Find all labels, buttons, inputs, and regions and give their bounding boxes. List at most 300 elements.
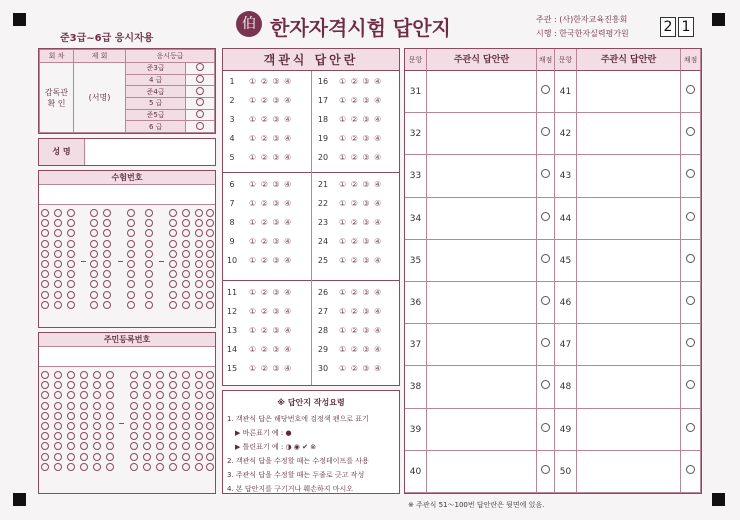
digit-bubble[interactable]: [67, 442, 75, 450]
answer-options[interactable]: ① ② ③ ④: [339, 77, 383, 86]
digit-bubble[interactable]: [127, 209, 135, 217]
resident-number-entry-row[interactable]: [39, 347, 215, 367]
digit-bubble[interactable]: [41, 219, 49, 227]
digit-bubble[interactable]: [195, 209, 203, 217]
digit-bubble[interactable]: [195, 442, 203, 450]
digit-bubble[interactable]: [54, 442, 62, 450]
digit-bubble[interactable]: [80, 442, 88, 450]
digit-bubble[interactable]: [130, 432, 138, 440]
digit-bubble[interactable]: [80, 412, 88, 420]
digit-bubble[interactable]: [130, 381, 138, 389]
digit-bubble[interactable]: [127, 229, 135, 237]
digit-bubble[interactable]: [41, 463, 49, 471]
digit-bubble[interactable]: [106, 412, 114, 420]
digit-bubble[interactable]: [41, 422, 49, 430]
digit-bubble[interactable]: [67, 412, 75, 420]
digit-bubble[interactable]: [41, 280, 49, 288]
digit-bubble[interactable]: [169, 250, 177, 258]
digit-bubble[interactable]: [182, 270, 190, 278]
digit-bubble[interactable]: [182, 463, 190, 471]
digit-bubble[interactable]: [169, 229, 177, 237]
grading-bubble[interactable]: [537, 282, 555, 324]
digit-bubble[interactable]: [195, 371, 203, 379]
grade-bubble[interactable]: [186, 86, 215, 98]
digit-bubble[interactable]: [130, 463, 138, 471]
digit-bubble[interactable]: [195, 463, 203, 471]
digit-bubble[interactable]: [195, 270, 203, 278]
digit-bubble[interactable]: [206, 371, 214, 379]
answer-options[interactable]: ① ② ③ ④: [339, 115, 383, 124]
digit-bubble[interactable]: [67, 280, 75, 288]
digit-bubble[interactable]: [143, 371, 151, 379]
grade-bubble[interactable]: [186, 74, 215, 86]
digit-bubble[interactable]: [130, 422, 138, 430]
answer-options[interactable]: ① ② ③ ④: [249, 307, 293, 316]
grading-bubble[interactable]: [681, 409, 701, 451]
digit-bubble[interactable]: [206, 432, 214, 440]
digit-bubble[interactable]: [182, 432, 190, 440]
digit-bubble[interactable]: [54, 422, 62, 430]
digit-bubble[interactable]: [169, 463, 177, 471]
digit-bubble[interactable]: [145, 270, 153, 278]
subjective-answer-field[interactable]: [577, 155, 681, 197]
digit-bubble[interactable]: [156, 422, 164, 430]
digit-bubble[interactable]: [41, 260, 49, 268]
digit-bubble[interactable]: [93, 422, 101, 430]
digit-bubble[interactable]: [206, 219, 214, 227]
digit-bubble[interactable]: [106, 371, 114, 379]
digit-bubble[interactable]: [169, 442, 177, 450]
answer-options[interactable]: ① ② ③ ④: [249, 77, 293, 86]
digit-bubble[interactable]: [182, 209, 190, 217]
subjective-answer-field[interactable]: [427, 240, 537, 282]
grading-bubble[interactable]: [537, 71, 555, 113]
digit-bubble[interactable]: [206, 381, 214, 389]
digit-bubble[interactable]: [90, 260, 98, 268]
subjective-answer-field[interactable]: [427, 409, 537, 451]
digit-bubble[interactable]: [195, 301, 203, 309]
digit-bubble[interactable]: [169, 219, 177, 227]
digit-bubble[interactable]: [41, 453, 49, 461]
digit-bubble[interactable]: [182, 402, 190, 410]
digit-bubble[interactable]: [54, 463, 62, 471]
digit-bubble[interactable]: [41, 240, 49, 248]
digit-bubble[interactable]: [54, 260, 62, 268]
digit-bubble[interactable]: [54, 270, 62, 278]
digit-bubble[interactable]: [54, 219, 62, 227]
grading-bubble[interactable]: [537, 155, 555, 197]
digit-bubble[interactable]: [143, 402, 151, 410]
digit-bubble[interactable]: [106, 432, 114, 440]
digit-bubble[interactable]: [169, 280, 177, 288]
digit-bubble[interactable]: [67, 381, 75, 389]
digit-bubble[interactable]: [195, 381, 203, 389]
digit-bubble[interactable]: [156, 453, 164, 461]
digit-bubble[interactable]: [195, 432, 203, 440]
answer-options[interactable]: ① ② ③ ④: [249, 364, 293, 373]
answer-options[interactable]: ① ② ③ ④: [339, 326, 383, 335]
digit-bubble[interactable]: [67, 240, 75, 248]
grading-bubble[interactable]: [537, 198, 555, 240]
grading-bubble[interactable]: [537, 113, 555, 155]
grading-bubble[interactable]: [537, 240, 555, 282]
grading-bubble[interactable]: [537, 366, 555, 408]
digit-bubble[interactable]: [127, 250, 135, 258]
digit-bubble[interactable]: [195, 412, 203, 420]
answer-options[interactable]: ① ② ③ ④: [249, 218, 293, 227]
digit-bubble[interactable]: [103, 260, 111, 268]
grading-bubble[interactable]: [681, 240, 701, 282]
digit-bubble[interactable]: [195, 291, 203, 299]
subjective-answer-field[interactable]: [577, 71, 681, 113]
digit-bubble[interactable]: [67, 453, 75, 461]
answer-options[interactable]: ① ② ③ ④: [249, 345, 293, 354]
digit-bubble[interactable]: [54, 250, 62, 258]
subjective-answer-field[interactable]: [427, 451, 537, 493]
digit-bubble[interactable]: [156, 381, 164, 389]
digit-bubble[interactable]: [90, 280, 98, 288]
digit-bubble[interactable]: [67, 402, 75, 410]
digit-bubble[interactable]: [41, 412, 49, 420]
digit-bubble[interactable]: [143, 442, 151, 450]
digit-bubble[interactable]: [41, 270, 49, 278]
answer-options[interactable]: ① ② ③ ④: [249, 153, 293, 162]
digit-bubble[interactable]: [41, 402, 49, 410]
digit-bubble[interactable]: [206, 209, 214, 217]
digit-bubble[interactable]: [145, 260, 153, 268]
digit-bubble[interactable]: [103, 291, 111, 299]
subjective-answer-field[interactable]: [577, 198, 681, 240]
grading-bubble[interactable]: [537, 324, 555, 366]
digit-bubble[interactable]: [41, 371, 49, 379]
answer-options[interactable]: ① ② ③ ④: [339, 96, 383, 105]
digit-bubble[interactable]: [93, 412, 101, 420]
grade-bubble[interactable]: [186, 109, 215, 121]
digit-bubble[interactable]: [80, 371, 88, 379]
digit-bubble[interactable]: [54, 453, 62, 461]
digit-bubble[interactable]: [145, 209, 153, 217]
digit-bubble[interactable]: [182, 240, 190, 248]
digit-bubble[interactable]: [195, 391, 203, 399]
digit-bubble[interactable]: [143, 453, 151, 461]
answer-options[interactable]: ① ② ③ ④: [339, 256, 383, 265]
digit-bubble[interactable]: [106, 391, 114, 399]
digit-bubble[interactable]: [127, 270, 135, 278]
digit-bubble[interactable]: [127, 240, 135, 248]
digit-bubble[interactable]: [41, 291, 49, 299]
digit-bubble[interactable]: [145, 301, 153, 309]
digit-bubble[interactable]: [127, 301, 135, 309]
digit-bubble[interactable]: [145, 240, 153, 248]
digit-bubble[interactable]: [127, 260, 135, 268]
digit-bubble[interactable]: [106, 381, 114, 389]
digit-bubble[interactable]: [130, 453, 138, 461]
digit-bubble[interactable]: [206, 250, 214, 258]
digit-bubble[interactable]: [93, 391, 101, 399]
digit-bubble[interactable]: [169, 412, 177, 420]
digit-bubble[interactable]: [145, 291, 153, 299]
digit-bubble[interactable]: [93, 402, 101, 410]
digit-bubble[interactable]: [93, 371, 101, 379]
digit-bubble[interactable]: [103, 250, 111, 258]
subjective-answer-field[interactable]: [577, 324, 681, 366]
digit-bubble[interactable]: [182, 260, 190, 268]
digit-bubble[interactable]: [90, 209, 98, 217]
digit-bubble[interactable]: [182, 412, 190, 420]
digit-bubble[interactable]: [80, 391, 88, 399]
digit-bubble[interactable]: [195, 250, 203, 258]
digit-bubble[interactable]: [41, 209, 49, 217]
digit-bubble[interactable]: [103, 280, 111, 288]
digit-bubble[interactable]: [90, 229, 98, 237]
answer-options[interactable]: ① ② ③ ④: [339, 237, 383, 246]
digit-bubble[interactable]: [206, 412, 214, 420]
digit-bubble[interactable]: [41, 391, 49, 399]
digit-bubble[interactable]: [54, 391, 62, 399]
digit-bubble[interactable]: [106, 453, 114, 461]
digit-bubble[interactable]: [143, 422, 151, 430]
digit-bubble[interactable]: [169, 291, 177, 299]
digit-bubble[interactable]: [169, 301, 177, 309]
digit-bubble[interactable]: [206, 229, 214, 237]
digit-bubble[interactable]: [156, 442, 164, 450]
answer-options[interactable]: ① ② ③ ④: [339, 345, 383, 354]
subjective-answer-field[interactable]: [577, 366, 681, 408]
digit-bubble[interactable]: [130, 371, 138, 379]
digit-bubble[interactable]: [90, 291, 98, 299]
subjective-answer-field[interactable]: [577, 282, 681, 324]
digit-bubble[interactable]: [90, 270, 98, 278]
digit-bubble[interactable]: [67, 371, 75, 379]
digit-bubble[interactable]: [67, 209, 75, 217]
subjective-answer-field[interactable]: [577, 113, 681, 155]
grade-bubble[interactable]: [186, 97, 215, 109]
digit-bubble[interactable]: [106, 442, 114, 450]
digit-bubble[interactable]: [80, 402, 88, 410]
digit-bubble[interactable]: [206, 391, 214, 399]
answer-options[interactable]: ① ② ③ ④: [249, 134, 293, 143]
digit-bubble[interactable]: [127, 291, 135, 299]
digit-bubble[interactable]: [156, 432, 164, 440]
digit-bubble[interactable]: [106, 463, 114, 471]
digit-bubble[interactable]: [169, 402, 177, 410]
digit-bubble[interactable]: [182, 229, 190, 237]
answer-options[interactable]: ① ② ③ ④: [339, 199, 383, 208]
digit-bubble[interactable]: [67, 422, 75, 430]
digit-bubble[interactable]: [130, 442, 138, 450]
digit-bubble[interactable]: [41, 250, 49, 258]
digit-bubble[interactable]: [143, 381, 151, 389]
grade-bubble[interactable]: [186, 63, 215, 75]
digit-bubble[interactable]: [130, 412, 138, 420]
answer-options[interactable]: ① ② ③ ④: [249, 288, 293, 297]
digit-bubble[interactable]: [169, 371, 177, 379]
digit-bubble[interactable]: [103, 219, 111, 227]
digit-bubble[interactable]: [206, 422, 214, 430]
digit-bubble[interactable]: [67, 291, 75, 299]
grading-bubble[interactable]: [681, 71, 701, 113]
digit-bubble[interactable]: [54, 412, 62, 420]
digit-bubble[interactable]: [41, 442, 49, 450]
subjective-answer-field[interactable]: [427, 366, 537, 408]
digit-bubble[interactable]: [54, 301, 62, 309]
digit-bubble[interactable]: [90, 250, 98, 258]
digit-bubble[interactable]: [41, 301, 49, 309]
digit-bubble[interactable]: [182, 219, 190, 227]
digit-bubble[interactable]: [93, 381, 101, 389]
digit-bubble[interactable]: [106, 422, 114, 430]
answer-options[interactable]: ① ② ③ ④: [249, 180, 293, 189]
digit-bubble[interactable]: [182, 391, 190, 399]
digit-bubble[interactable]: [182, 422, 190, 430]
digit-bubble[interactable]: [206, 402, 214, 410]
digit-bubble[interactable]: [103, 301, 111, 309]
subjective-answer-field[interactable]: [427, 198, 537, 240]
digit-bubble[interactable]: [67, 391, 75, 399]
digit-bubble[interactable]: [195, 240, 203, 248]
digit-bubble[interactable]: [41, 432, 49, 440]
answer-options[interactable]: ① ② ③ ④: [249, 326, 293, 335]
digit-bubble[interactable]: [169, 422, 177, 430]
digit-bubble[interactable]: [127, 280, 135, 288]
digit-bubble[interactable]: [54, 209, 62, 217]
digit-bubble[interactable]: [195, 453, 203, 461]
digit-bubble[interactable]: [206, 270, 214, 278]
digit-bubble[interactable]: [127, 219, 135, 227]
digit-bubble[interactable]: [169, 432, 177, 440]
digit-bubble[interactable]: [206, 453, 214, 461]
grading-bubble[interactable]: [537, 409, 555, 451]
answer-options[interactable]: ① ② ③ ④: [339, 134, 383, 143]
answer-options[interactable]: ① ② ③ ④: [339, 153, 383, 162]
grade-bubble[interactable]: [186, 121, 215, 133]
answer-options[interactable]: ① ② ③ ④: [339, 364, 383, 373]
subjective-answer-field[interactable]: [577, 409, 681, 451]
answer-options[interactable]: ① ② ③ ④: [339, 288, 383, 297]
digit-bubble[interactable]: [156, 391, 164, 399]
digit-bubble[interactable]: [156, 463, 164, 471]
digit-bubble[interactable]: [54, 402, 62, 410]
digit-bubble[interactable]: [156, 402, 164, 410]
digit-bubble[interactable]: [80, 432, 88, 440]
digit-bubble[interactable]: [67, 229, 75, 237]
digit-bubble[interactable]: [206, 301, 214, 309]
subjective-answer-field[interactable]: [427, 324, 537, 366]
grading-bubble[interactable]: [681, 324, 701, 366]
digit-bubble[interactable]: [67, 301, 75, 309]
answer-options[interactable]: ① ② ③ ④: [249, 237, 293, 246]
digit-bubble[interactable]: [182, 381, 190, 389]
answer-options[interactable]: ① ② ③ ④: [249, 199, 293, 208]
digit-bubble[interactable]: [80, 463, 88, 471]
answer-options[interactable]: ① ② ③ ④: [339, 180, 383, 189]
digit-bubble[interactable]: [41, 229, 49, 237]
digit-bubble[interactable]: [54, 229, 62, 237]
digit-bubble[interactable]: [130, 391, 138, 399]
digit-bubble[interactable]: [182, 250, 190, 258]
digit-bubble[interactable]: [182, 371, 190, 379]
digit-bubble[interactable]: [206, 240, 214, 248]
digit-bubble[interactable]: [182, 442, 190, 450]
digit-bubble[interactable]: [54, 240, 62, 248]
digit-bubble[interactable]: [67, 432, 75, 440]
exam-number-entry-row[interactable]: [39, 185, 215, 205]
digit-bubble[interactable]: [54, 371, 62, 379]
digit-bubble[interactable]: [103, 209, 111, 217]
digit-bubble[interactable]: [103, 270, 111, 278]
digit-bubble[interactable]: [145, 280, 153, 288]
grading-bubble[interactable]: [681, 366, 701, 408]
subjective-answer-field[interactable]: [577, 240, 681, 282]
digit-bubble[interactable]: [67, 463, 75, 471]
digit-bubble[interactable]: [195, 260, 203, 268]
grading-bubble[interactable]: [681, 155, 701, 197]
digit-bubble[interactable]: [90, 240, 98, 248]
digit-bubble[interactable]: [67, 250, 75, 258]
digit-bubble[interactable]: [67, 270, 75, 278]
digit-bubble[interactable]: [169, 391, 177, 399]
grading-bubble[interactable]: [681, 113, 701, 155]
answer-options[interactable]: ① ② ③ ④: [249, 256, 293, 265]
digit-bubble[interactable]: [143, 391, 151, 399]
digit-bubble[interactable]: [54, 432, 62, 440]
answer-options[interactable]: ① ② ③ ④: [249, 96, 293, 105]
digit-bubble[interactable]: [143, 463, 151, 471]
subjective-answer-field[interactable]: [427, 155, 537, 197]
digit-bubble[interactable]: [169, 381, 177, 389]
subjective-answer-field[interactable]: [427, 71, 537, 113]
digit-bubble[interactable]: [169, 209, 177, 217]
digit-bubble[interactable]: [54, 280, 62, 288]
subjective-answer-field[interactable]: [577, 451, 681, 493]
digit-bubble[interactable]: [106, 402, 114, 410]
grading-bubble[interactable]: [681, 282, 701, 324]
answer-options[interactable]: ① ② ③ ④: [249, 115, 293, 124]
answer-options[interactable]: ① ② ③ ④: [339, 218, 383, 227]
digit-bubble[interactable]: [103, 229, 111, 237]
digit-bubble[interactable]: [156, 371, 164, 379]
digit-bubble[interactable]: [182, 453, 190, 461]
subjective-answer-field[interactable]: [427, 282, 537, 324]
digit-bubble[interactable]: [54, 291, 62, 299]
digit-bubble[interactable]: [145, 219, 153, 227]
digit-bubble[interactable]: [195, 422, 203, 430]
digit-bubble[interactable]: [93, 453, 101, 461]
digit-bubble[interactable]: [195, 229, 203, 237]
digit-bubble[interactable]: [206, 442, 214, 450]
grading-bubble[interactable]: [681, 198, 701, 240]
digit-bubble[interactable]: [143, 412, 151, 420]
digit-bubble[interactable]: [169, 453, 177, 461]
digit-bubble[interactable]: [182, 280, 190, 288]
grading-bubble[interactable]: [681, 451, 701, 493]
digit-bubble[interactable]: [145, 250, 153, 258]
digit-bubble[interactable]: [145, 229, 153, 237]
digit-bubble[interactable]: [195, 402, 203, 410]
digit-bubble[interactable]: [206, 260, 214, 268]
name-field[interactable]: [86, 139, 215, 165]
digit-bubble[interactable]: [169, 260, 177, 268]
digit-bubble[interactable]: [206, 280, 214, 288]
digit-bubble[interactable]: [80, 422, 88, 430]
digit-bubble[interactable]: [93, 442, 101, 450]
digit-bubble[interactable]: [195, 219, 203, 227]
digit-bubble[interactable]: [93, 432, 101, 440]
digit-bubble[interactable]: [169, 240, 177, 248]
digit-bubble[interactable]: [206, 463, 214, 471]
digit-bubble[interactable]: [130, 402, 138, 410]
digit-bubble[interactable]: [156, 412, 164, 420]
